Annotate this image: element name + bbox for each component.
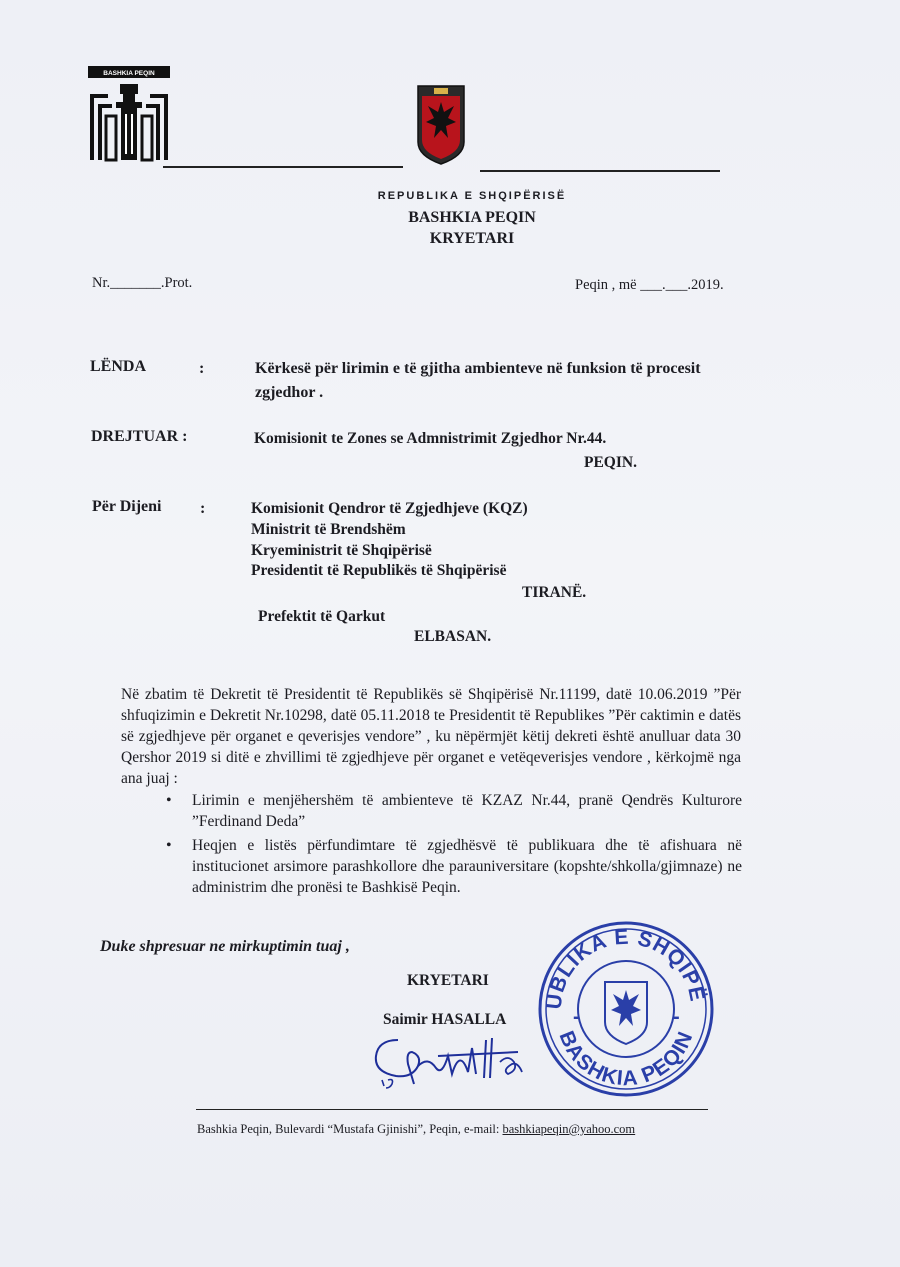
office-title: KRYETARI	[429, 230, 515, 247]
signature	[368, 1026, 548, 1094]
header-rule-right	[480, 170, 720, 172]
municipality-logo-icon	[88, 64, 170, 164]
place-date: Peqin , më ___.___.2019.	[575, 277, 724, 293]
cc-city-elbasan: ELBASAN.	[414, 628, 492, 645]
request-list	[152, 790, 742, 898]
stamp-top-text: UBLIKA E SHQIPË	[542, 925, 709, 1011]
signatory-name: Saimir HASALLA	[383, 1011, 507, 1028]
body-paragraph	[121, 684, 741, 789]
list-item	[152, 790, 742, 832]
cc-prefect: Prefektit të Qarkut	[258, 608, 386, 625]
municipality-logo	[88, 64, 170, 164]
addressee-label: DREJTUAR :	[91, 428, 188, 445]
subject-colon: :	[199, 360, 205, 377]
coat-of-arms-icon	[416, 84, 466, 166]
logo-label: BASHKIA PEQIN	[103, 70, 155, 77]
stamp-bottom-text: BASHKIA PEQIN	[554, 1027, 698, 1091]
coat-of-arms	[416, 84, 466, 166]
addressee-city: PEQIN.	[584, 454, 637, 471]
svg-text:-: -	[573, 1006, 580, 1028]
footer-rule	[196, 1109, 708, 1110]
body-text: Në zbatim të Dekretit të Presidentit të Republikës së Shqipërisë Nr.11199, datë 10.06.2019 ”Për shfuqizimin e Dekretit Nr.10298, datë 05.11.2018 te Presidentit të Republikes ”Për caktimin e datës së zgjedhjeve për organet e qeverisjes vendore” , ku nëpërmjët këtij dekreti është anulluar data 30 Qershor 2019 si ditë e zhvillimi të zgjedhjeve për organet e vetëqeverisjes vendore , kërkojmë nga ana juaj :	[121, 686, 741, 787]
addressee-line: Komisionit te Zones se Admnistrimit Zgjedhor Nr.44.	[254, 430, 607, 447]
footer-address: Bashkia Peqin, Bulevardi “Mustafa Gjinishi”, Peqin, e-mail:	[197, 1122, 503, 1136]
cc-item-pm: Kryeministrit të Shqipërisë	[251, 542, 432, 559]
cc-item-president: Presidentit të Republikës të Shqipërisë	[251, 562, 507, 579]
list-item	[152, 835, 742, 898]
protocol-number: Nr._______.Prot.	[92, 275, 193, 291]
cc-city-tirane: TIRANË.	[522, 584, 587, 601]
municipality-name: BASHKIA PEQIN	[408, 209, 536, 226]
stamp-icon	[537, 920, 715, 1098]
cc-item-kqz: Komisionit Qendror të Zgjedhjeve (KQZ)	[251, 500, 528, 517]
subject-line-2: zgjedhor .	[255, 384, 324, 401]
signatory-title: KRYETARI	[407, 972, 489, 989]
republic-label: REPUBLIKA E SHQIPËRISË	[377, 190, 567, 202]
request-item-2: Heqjen e listës përfundimtare të zgjedhësvë të publikuara dhe të afishuara në institucionet arsimore parashkollore dhe parauniversitare (kopshte/shkolla/gjimnaze) ne administrim dhe pronësi te Bashkisë Peqin.	[192, 837, 742, 896]
cc-colon: :	[200, 500, 206, 517]
request-item-1: Lirimin e menjëhershëm të ambienteve të KZAZ Nr.44, pranë Qendrës Kulturore ”Ferdinand Deda”	[192, 792, 742, 830]
svg-text:-: -	[673, 1006, 680, 1028]
signature-icon	[368, 1026, 548, 1094]
footer-email[interactable]: bashkiapeqin@yahoo.com	[502, 1122, 636, 1136]
cc-label: Për Dijeni	[92, 498, 162, 515]
header-rule-left	[163, 166, 403, 168]
cc-item-interior: Ministrit të Brendshëm	[251, 521, 406, 538]
subject-label: LËNDA	[90, 358, 147, 375]
official-stamp	[537, 920, 715, 1098]
subject-line-1: Kërkesë për lirimin e të gjitha ambienteve në funksion të procesit	[255, 360, 701, 377]
closing-salutation: Duke shpresuar ne mirkuptimin tuaj ,	[100, 938, 350, 955]
footer	[197, 1122, 635, 1137]
